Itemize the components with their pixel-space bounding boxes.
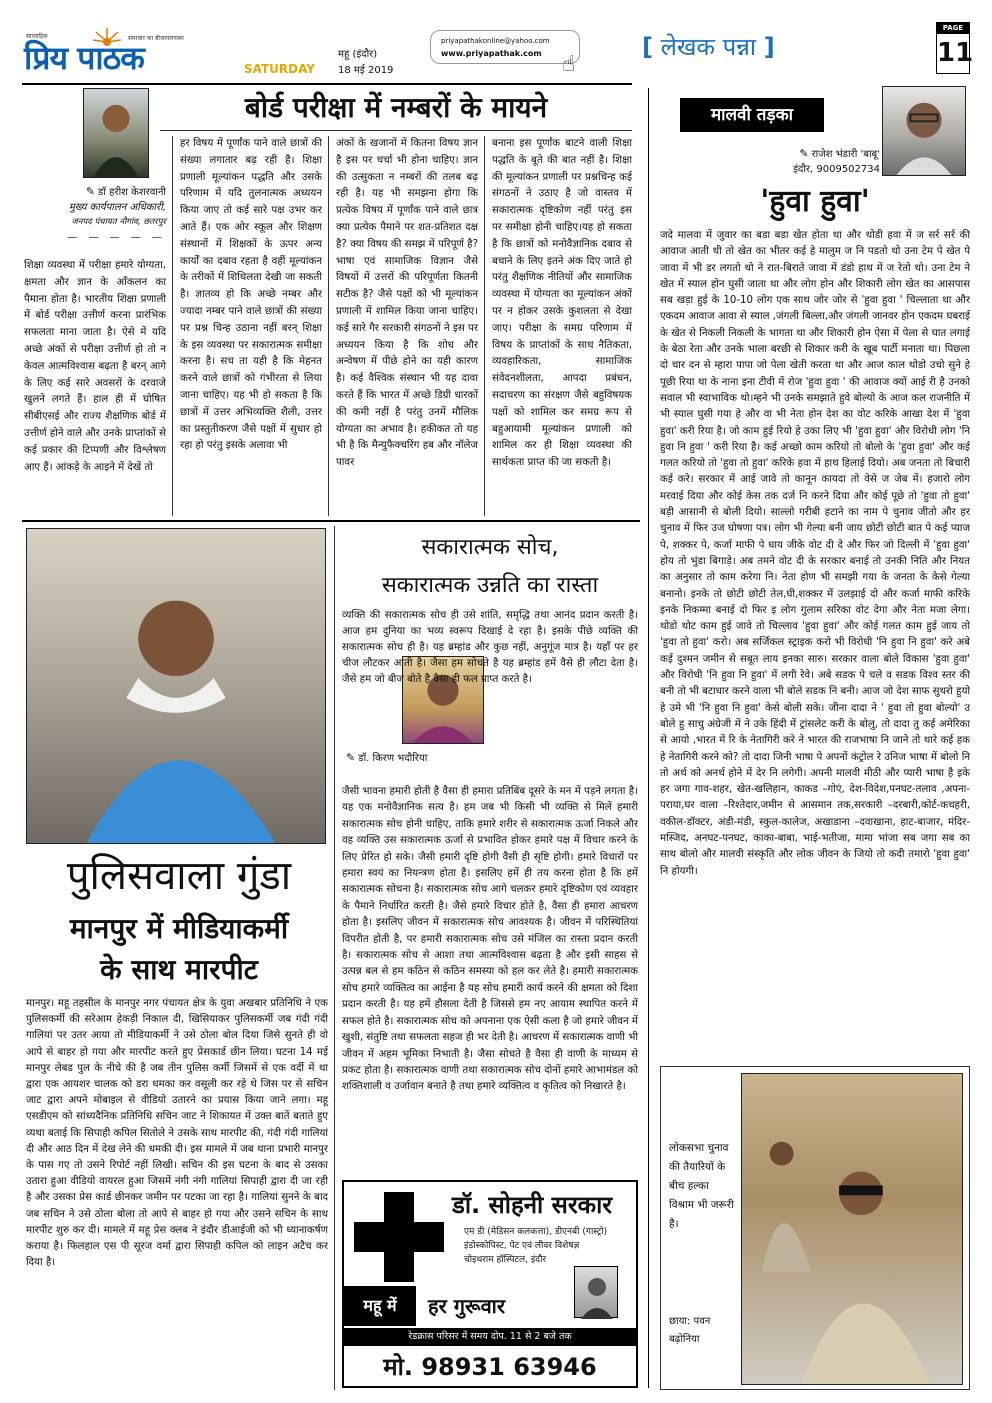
logo-small-text: साप्ताहिक [26, 33, 48, 40]
positive-byline [346, 750, 486, 766]
ad-line1: एम डी (मेडिसन कलकत्ता), डीएनबी (गास्ट्रो) [464, 1227, 608, 1237]
ad-phone: मो. 98931 63946 [383, 1353, 597, 1381]
malvi-section-text: मालवी तड़का [710, 105, 794, 125]
edition-city: महू (इंदौर) [338, 49, 378, 60]
police-body: मानपुर। महू तहसील के मानपुर नगर पंचायत क्षेत्र के युवा अखबार प्रतिनिधि ने एक पुलिसकर्मी की सरेआम हेकड़ी निकाल दी, खिसियाकर पुलिसकर्मी जब गंदी गंदी गालियां पर उतर आया तो मीडियाकर्मी ने उसे ठोला बोल दिया जिसे सुनते ही वो आपे से बाहर हो गया और मारपीट करते हुए प्रेसकार्ड छीन लिया। घटना 14 मई मानपुर लेबड पुल के नीचे की है जब तीन पुलिस कर्मी जिसमें से एक वर्दी में था द्वारा एक आयशर चालक को डरा धमका कर वसूली कर रहे थे जिस पर से सचिन जाट द्वारा अपने मोबाइल से वीडियो उतारने का प्रयास किया जाने लगा। महू एसडीएम को सांध्यदैनिक प्रतिनिधि सचिन जाट ने शिकायत में उक्त बातें बताते हुए व्यथा बताई कि सिपाही कपिल सितोले ने उसके साथ मारपीट की, गंदी गंदी गालियां दी और आठ दिन में देख लेने की धमकी दी। इस मामले में जब थाना प्रभारी मानपुर के पास गए तो उसने रिपोर्ट नहीं लिखी। सचिन की इस घटना के बाद से उसका उतारा हुआ वीडियो वायरल हुआ जिसमें नंगी नंगी गालियां सिपाही द्वारा दी जा रही है और उसका प्रेस कार्ड छीनकर जमीन पर पटका जा रहा है। गालियां सुनने के बाद जब सचिन ने उसे ठोला बोला तो आपे से बाहर हो गया और उसने सचिन के साथ मारपीट शुरु कर दी। मामले में महू प्रेस क्लब ने इंदौर डीआईजी को भी ध्यानाकर्षण कराया है। फिलहाल एस पी सूरज वर्मा द्वारा सिपाही कपिल को लाइन अटैच कर दिया है। [26, 998, 328, 1269]
edition-day: SATURDAY [244, 62, 315, 76]
article1-author-title: मुख्य कार्यपालन अधिकारी, [68, 202, 166, 213]
photo-story-image [741, 1073, 963, 1385]
page-badge [936, 22, 974, 74]
police-headline1: पुलिसवाला गुंडा [66, 853, 292, 899]
ad-badge [344, 1286, 416, 1326]
ad-day: हर गुरूवार [428, 1294, 506, 1318]
photo-story-box [660, 1066, 970, 1390]
ad-badge-text: महू में [363, 1296, 397, 1315]
ad-time: रेडक्रास परिसर में समय दोप. 11 से 2 बजे तक [408, 1331, 572, 1342]
article1-author: डॉ हरीश केशरवानी [98, 187, 166, 198]
photo-story-credit: छाया: पवन बढ़ोनिया [669, 1316, 711, 1345]
pen-icon: ✎ [346, 751, 356, 764]
masthead [22, 22, 972, 82]
positive-intro: व्यक्ति की सकारात्मक सोच ही उसे शांति, समृद्धि तथा आनंद प्रदान करती है। आज हम दुनिया का भव्य स्वरूप दिखाई दे रहा है। इसके पीछे व्यक्ति की सकारात्मक सोच ही है। यह ब्रम्हांड और कुछ नहीं, अनुगूंज मात्र है। यहाँ पर हर चीज लौटकर आती है। जैसा हम सोचते है यह ब्रम्हांड हमें वैसे ही लौटा देता है। जैसे हम जो बीज बोते है वैसा ही फल प्राप्त करते है। [342, 610, 638, 685]
police-headline2: मानपुर में मीडियाकर्मी [69, 912, 289, 945]
page-number: 11 [937, 38, 974, 68]
page-label: PAGE [937, 23, 969, 34]
article1-byline: ✎ डॉ हरीश केशरवानी मुख्य कार्यपालन अधिकारी, जनपद पंचायत नौगांव, छतरपुर — — — — — [26, 184, 166, 245]
ad-doctor-name: डॉ. सोहनी सरकार [452, 1191, 613, 1219]
ad-doctor-photo [574, 1266, 618, 1318]
article1-headline: बोर्ड परीक्षा में नम्बरों के मायने [244, 91, 548, 124]
photo-story-text: लोकसभा चुनाव की तैयारियों के बीच हल्का विश्राम भी जरूरी है। [669, 1142, 734, 1230]
positive-author: डॉ. किरण भदौरिया [358, 753, 428, 764]
section-title-text: लेखक पन्ना [660, 33, 757, 61]
article1-col4: बनाना इस पूर्णांक बाटने वाली शिक्षा पद्धति के बूते की बात नहीं है। शिक्षा की मूल्यांकन प्रणाली पर प्रश्नचिन्ह कई संगठनों ने उठाए है जो वास्तव में सकारात्मक दृष्टिकोण नहीं परंतु इस पर समीक्षा होनी चाहिए।यह हो सकता है कि छात्रों को मनोवैज्ञानिक दबाव से बचाने के लिए इतने अंक दिए जाते हो परंतु शैक्षणिक नीतियों और सामाजिक व्यवस्था में योग्यता का मूल्यांकन अंकों पर न होकर उसके कुशलता से देखा जाए। परीक्षा के समग्र परिणाम में विषय के प्राप्तांकों के साथ नैतिकता, व्यवहारिकता, सामाजिक संवेदनशीलता, आपदा प्रबंधन, सदाचरण का संरक्षण जैसे बहुविषयक पक्षों को शामिल कर समग्र रूप से बहुआयामी मूल्यांकन प्रणाली को शामिल कर ही शिक्षा व्यवस्था की सार्थकता प्राप्त की जा सकती है। [492, 138, 632, 469]
medical-cross-icon [354, 1192, 444, 1282]
pointer-hand-icon: ☝ [562, 52, 576, 77]
pen-icon: ✎ [799, 147, 809, 160]
police-headline3: के साथ मारपीट [100, 953, 258, 986]
article1-author-org: जनपद पंचायत नौगांव, छतरपुर [71, 217, 166, 227]
malvi-headline: 'हुवा हुवा' [760, 184, 870, 219]
article1-col3: अंकों के खजानों में कितना विषय ज्ञान है इस पर चर्चा भी होना चाहिए। ज्ञान की उत्सुकता न नम्बरों की तलब बढ़ रही है। यह भी समझना होगा कि प्रत्येक विषय में पूर्णांक पाने वाले छात्र क्या प्रत्येक पैमाने पर शत-प्रतिशत दक्ष है? क्या विषय की समझ में परिपूर्ण है? भाषा एवं सामाजिक विज्ञान जैसे विषयों में उत्तरों की परिपूर्णता कितनी सटीक है? जैसे पक्षों को भी मूल्यांकन प्रणाली में शामिल किया जाना चाहिए। कई सारे गैर सरकारी संगठनों ने इस पर अध्ययन किया है कि शोध और अन्वेषण में पीछे होने का यही कारण है। कई वैश्विक संस्थान भी यह दावा करते हैं कि भारत में अच्छे डिग्री धारकों की कमी नहीं है परंतु उनमें मौलिक योग्यता का अभाव है। हकीकत तो यह भी है कि मैन्युफैक्चरिंग हब और नॉलेज पावर [336, 138, 478, 469]
contact-website: www.priyapathak.com [441, 49, 542, 58]
doctor-ad [342, 1180, 638, 1388]
positive-intro-right [492, 658, 638, 784]
malvi-section-label [680, 98, 824, 132]
logo-tagline: समाचार का बीजापारपत्रम [128, 35, 184, 42]
ad-line3: चोइथराम हॉस्पिटल, इंदौर [464, 1255, 547, 1265]
ad-line2: इंडोस्कोपिस्ट, पेट एवं लीवर विशेषज्ञ [464, 1241, 580, 1251]
contact-box [430, 30, 580, 64]
article1-col2: हर विषय में पूर्णांक पाने वाले छात्रों की संख्या लगातार बढ़ रही है। शिक्षा प्रणाली मूल्यांकन पद्धति और उसके परिणाम में यदि तुलनात्मक अध्ययन किया जाए तो कई सारे पक्ष उभर कर आते हैं। एक ओर स्कूल और शिक्षण संस्थानों में शिक्षकों के ऊपर अन्य कार्यों का दबाव रहता है वहीं मूल्यांकन के तरीकों में शिथिलता देखी जा सकती है। ज्ञातव्य हो कि अच्छे नम्बर और ज्यादा नम्बर पाने वाले छात्रों की संख्या पर प्रश्न चिन्ह उठाना नहीं बरन् शिक्षा के इस व्यवस्था पर सकारात्मक समीक्षा करना है। सच ता यही है कि मेहनत करने वाले छात्रों को गंभीरता से लिया जाना चाहिए। यह भी हो सकता है कि छात्रों में उत्तर अभिव्यक्ति शैली, उत्तर का प्रस्तुतीकरण जैसे पक्षों में सुधार हो रहा हो परंतु इसके अलावा भी [180, 138, 322, 452]
positive-body: जैसी भावना हमारी होती है वैसा ही हमारा प्रतिबिंब दूसरे के मन में पड़ने लगता है। यह एक मनोवैज्ञानिक सत्य है। हम जब भी किसी भी व्यक्ति से मिलें हमारी सकारात्मक सोच होनी चाहिए, ताकि हमारे शरीर से सकारात्मक ऊर्जा निकले और वह व्यक्ति उस सकारात्मक ऊर्जा से प्रभावित होकर हमारे पक्ष में विचार करने के लिए प्रेरित हो सके। जैसी हमारी दृष्टि होगी वैसी ही सृष्टि होगी। हमारे विचारों पर हमारा स्वयं का नियन्त्रण होता है। इसलिए हमें ही तय करना होता है कि हमें सकारात्मक सोचना है। सकारात्मक सोच आगे चलकर हमारे दृष्टिकोण एवं व्यवहार के पैमाने निर्धारित करती है। जैसे हमारे विचार होते है, वैसा ही हमारा आचरण होता है। इसलिए जीवन में सकारात्मक सोच आवश्यक है। जीवन में परिस्थितियां विपरीत होती है, पर हमारी सकारात्मक सोच उसे मंजिल का रास्ता प्रदान करती है। सकारात्मक सोच से आशा तथा आत्मविश्वास बढ़ता है और इसी साहस से उत्पन्न बल से हम कठिन से कठिन समस्या को हल कर लेते है। हमारी सकारात्मक सोच हमारे व्यक्तित्व का आईना है यह सोच हमारी कार्य करने की क्षमता को दिशा प्रदान करती है। यह हमें हौसला देती है जिससे हम नए आयाम स्थापित करने में सफल होते है। सकारात्मक सोच को अपनाना एक ऐसी कला है जो हमारे जीवन में खुशी, संतुष्टि तथा सफलता सहज ही भर देती है। आचरण में सकारात्मक वाणी भी जीवन में अहम भूमिका निभाती है। जैसा सोचते है वैसा ही वाणी के माध्यम से प्रकट होता है। सकारात्मक वाणी तथा सकारात्मक सोच दोनों हमारे आभामंडल को शक्तिशाली व उर्जावान बनाते है तथा हमारे व्यक्तित्व व कृतित्व को निखारते है। [342, 786, 638, 1093]
positive-headline2: सकारात्मक उन्नति का रास्ता [381, 573, 599, 598]
malvi-author-contact: इंदौर, 9009502734 [793, 164, 880, 175]
police-photo [26, 528, 326, 844]
pen-icon: ✎ [85, 185, 96, 198]
contact-email: priyapathakonline@yahoo.com [441, 37, 550, 45]
malvi-body: जदे मालवा में जुवार का बडा बडा खेत होता था और थोडी हवा में ज सर्र सर्र की आवाज आती थी तो खेत का भीतर कई हे मालुम ज नि पडतो थो उना टेम पे खेत पे जावा में भी डर लगतो थो ने रात-बिराते जावा में डंडो हाथ में ज रेतो थो। उना टेम ने खेत में स्याल होन घुसी जाता था और लोग होन और शिकारी लोग खेत का आसपास सब खड़ा हुई के 10-10 लोग एक साथ जोर जोर से 'हुवा हुवा ' चिल्लाता था और एकदम आवाज आवा से स्याल ,जंगली बिल्ला,और जंगली जानवर होन एकदम घबराई के खेत से निकली निकली के भागता था और शिकारी होन ऐसा में पेला से घात लगाई के बेठा रेता और उनके भाला बरछी से शिकार करी के खूब पार्टी मनाता था। पिछला दो चार दन से म्हारा पापा जो पेला खेती करता था और आज काल थोडो उचो सुने हे पूछी रिया था के नाना इना टीवी में रोज 'हुवा हुवा ' की आवाज क्यों आई री है उनको सवाल भी स्वाभाविक थो।म्हने भी उनके समझाते हुवे बोल्यो के आज कल राजनीति में भी स्याल घुसी गया हे और वा भी नेता होन देश का वोट करिके आखा देश में 'हुवा हुवा' करी रिया है। जो काम हुई रियो हे उका लिए भी 'हुवा हुवा' और विरोधी लोग 'नि हुवा नि हुवा ' करी रिया है। कई अच्छो काम करियो तो बोलो के 'हुवा हुवा' और कई गलत करियो तो 'हुवा तो हुवा' करिके हवा में हाथ हिलाई दियो। अब जनता तो बिचारी कई करे। सरकार में आई जावे तो कानून कायदा तो वेसे ज जेब में। हजारो लोग मरवाई दिया और कोई केस तक दर्ज नि करने दिया और कोई पूछे तो 'हुवा तो हुवा' बड़ी आसानी से बोली दियो। साल्लो गरीबी हटाने का नाम पे चुनाव जीतो और हर चुनाव में फिर उज घोषणा पत्र। लोग भी गेल्या बनी जाय छोटी छोटी बात पे कई प्याज पे, शक्कर पे, कर्जा माफी पे धाय जीके वोट दी दे और फिर जो दिल्ली में 'हुवा हुवा' होय तो भुंडा बिगाड़े। अब तमने वोट दी के सरकार बनाई तो उनकी निति और नियत का अनुसार तो काम करेगा नि। नेता होण भी समझी गया के जनता के केसे गेल्या बनानो। इनके तो छोटी छोटी तेल,घी,शक्कर में उलझाई दो और कर्जा माफी करिके इनके निकम्मा बनाई दो फिर इ लोग गुलाम सरिका वोट देगा और नेता मजा लेगा। थोडो थोट काम हुई जावे तो चिल्लाव 'हुवा हुवा' और कोई गलत काम हुई जाय तो 'हुवा तो हुवा' करो। अब सर्जिकल स्ट्राइक करो भी विरोधी 'नि हुवा नि हुवा' करे अबे कई दुश्मन जमीन से सबूत लाय इनका सारु। सरकार वाला बोले विकास 'हुवा हुवा' और विरोधी 'नि हुवा नि हुवा' में लगी रेवे। अबे सडक पे चले व सडक विश्व स्तर की बनी तो भी बटाधार करने वाला भी बोले सडक नि बनी। आज जो देश साफ सुथरो हुयो हे उमे भी 'नि हुवा नि हुवा' केसे बोली सके। जीना दादा ने ' हुवा तो हुवा बोल्यो' उ बोले हु साचु अंग्रेजी में ने उके हिंदी में ट्रांसलेट करी के बोलु, तो दादा तु कई अमेरिका से आयो ,भारत में रि के नेतागिरी करे ने भारत की राजभाषा नि जाने तो थारे कई हक हे नेतागिरी करने को? तो दादा जिनी भाषा पे अपनों कंट्रोल रे उनिज भाषा में बोलो नि तो अर्थ को अनर्थ होने में देर नि लगेगी। अपनी मालवी मीठी और प्यारी भाषा है इके हर जगा गाव-शहर, खेत-खलिहान, काकड –गोएं, देश-विदेश,पनघट-तलाव ,अपना-पराया,घर वाला –रिश्तेदार,जमीन से आसमान तक,सरकारी –दरबारी,कोर्ट-कचहरी, वकील-डॉक्टर, अंडी-मंडी, स्कुल-कालेज, अखाडाना –दवाखाना, हाट-बाजार, मंदिर-मस्जिद, अनघट-पनघट, काका-बाबा, भाई-भतीजा, मामा भांजा सब जगा सब का साथ बोलो और मालवी संस्कृति और लोक जीवन के जियो तो कदी तमारो 'हुवा हुवा' नि होयगी। [660, 230, 971, 877]
article1-col1: शिक्षा व्यवस्था में परीक्षा हमारे योग्यता, क्षमता और ज्ञान के आँकलन का पैमाना होता है। भारतीय शिक्षा प्रणाली में बोर्ड परीक्षा उत्तीर्ण करना प्रारंभिक सफलता माना जाता है। ऐसे में यदि अच्छे अंकों से परीक्षा उत्तीर्ण हो तो न केवल आत्मविश्वास बढ़ता है बरन् आगे के लिए कई सारे अवसरों के दरवाजे खुलने लगते हैं। हाल ही में घोषित सीबीएसई और राज्य शैक्षणिक बोर्ड में उत्तीर्ण होने वाले और उनके प्राप्तांकों से कई प्रकार की टिप्पणी और विश्लेषण आए हैं। आंकड़े के आइने में देखें तो [24, 260, 166, 473]
ad-time-bar [344, 1328, 636, 1346]
malvi-byline [730, 146, 880, 177]
logo: प्रिय पाठक [24, 39, 144, 77]
positive-headline1: सकारात्मक सोच, [421, 535, 559, 560]
author-photo-harish [83, 88, 149, 178]
edition-date: 18 मई 2019 [338, 65, 394, 76]
malvi-author: राजेश भंडारी 'बाबू' [811, 149, 880, 160]
section-title: [ लेखक पन्ना ] [642, 33, 775, 61]
author-photo-rajesh [882, 86, 966, 176]
